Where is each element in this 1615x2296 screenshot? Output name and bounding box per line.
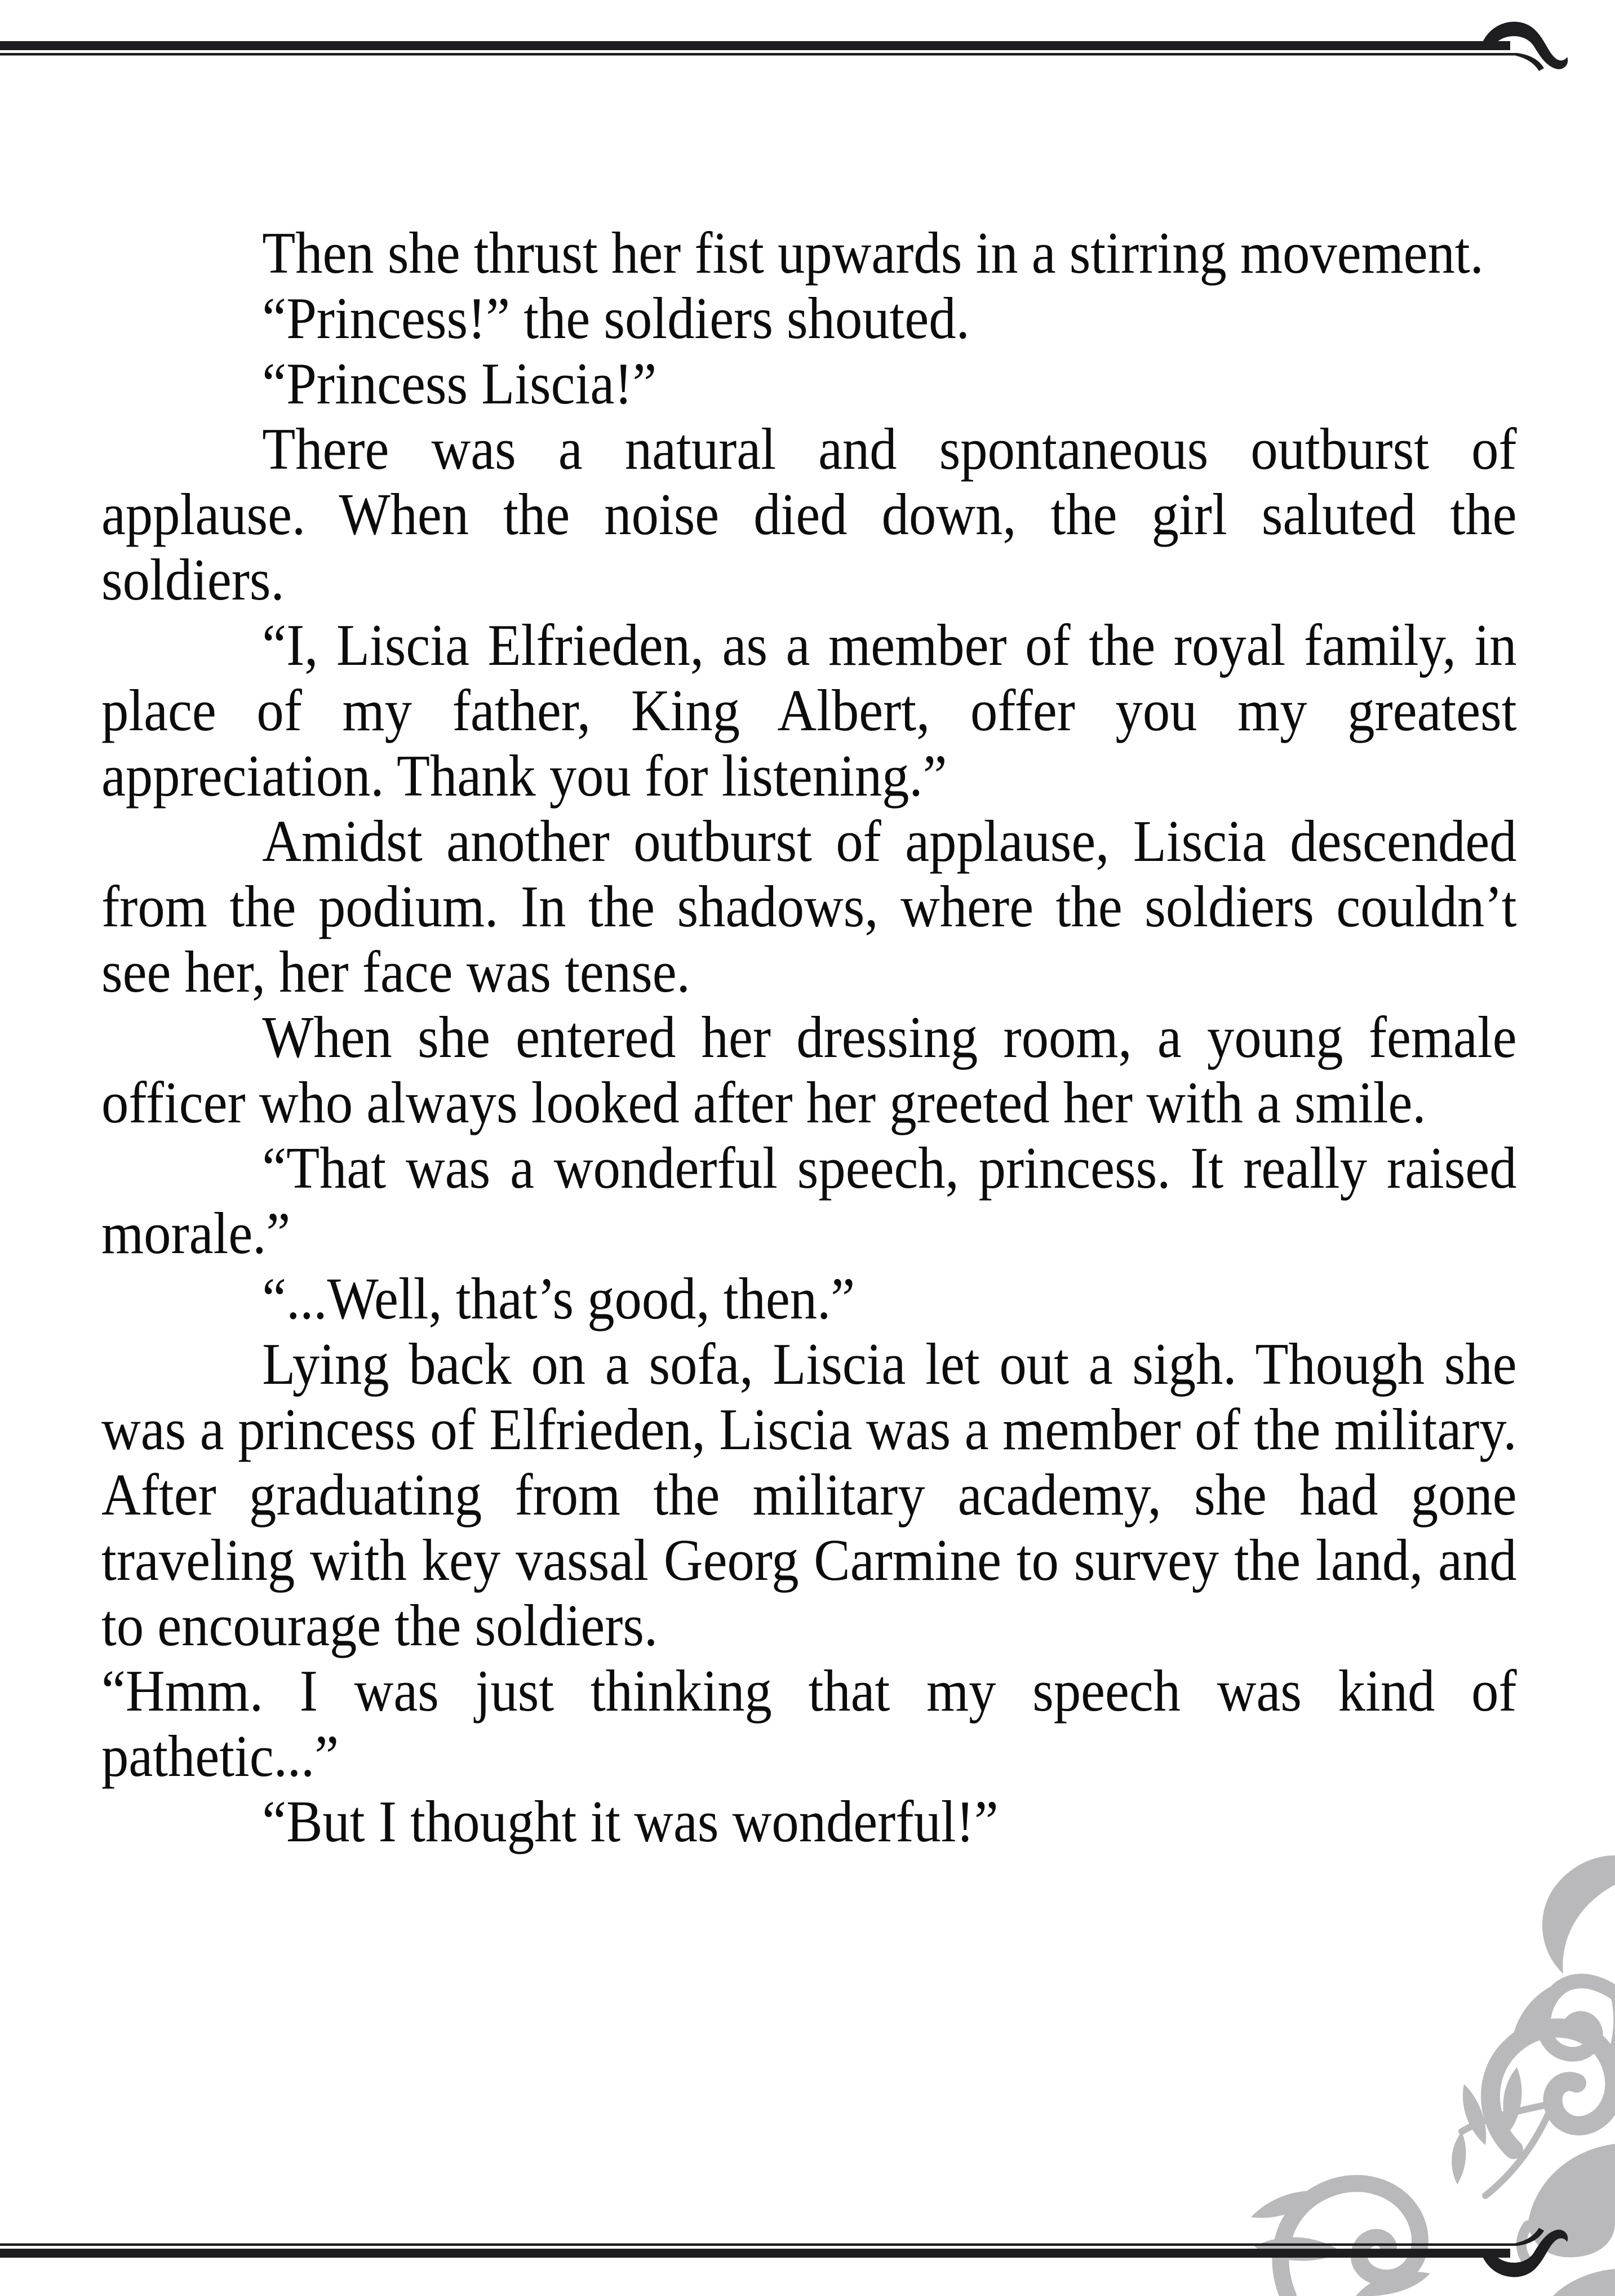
top-border-thick-rule (0, 41, 1510, 50)
paragraph: “That was a wonderful speech, princess. It really raised morale.” (101, 1135, 1517, 1266)
top-border-hook-icon (1516, 53, 1544, 71)
paragraph: “...Well, that’s good, then.” (262, 1265, 855, 1331)
bottom-border (0, 2178, 1615, 2290)
paragraph: Amidst another outburst of applause, Liscia descended from the podium. In the shadows, where the soldiers couldn’t see her, her face was tense. (101, 808, 1517, 1005)
corner-floral-ornament-icon (1221, 1851, 1615, 2296)
paragraph: Lying back on a sofa, Liscia let out a sigh. Though she was a princess of Elfrieden, Liscia was a member of the military. After graduating from the military academy, she had gone traveling with key vassal Georg Carmine to survey the land, and to encourage the soldiers. (101, 1331, 1517, 1658)
top-border-swash-icon (1482, 22, 1568, 69)
bottom-border-swash-icon (1482, 2230, 1568, 2277)
bottom-border-thick-rule (0, 2249, 1510, 2258)
paragraph: When she entered her dressing room, a young female officer who always looked after her greeted her with a smile. (101, 1004, 1517, 1135)
paragraph: “But I thought it was wonderful!” (262, 1788, 999, 1854)
bottom-border-hook-icon (1516, 2228, 1544, 2246)
paragraph: Then she thrust her fist upwards in a stirring movement. (262, 220, 1484, 286)
paragraph: “Hmm. I was just thinking that my speech was kind of pathetic...” (101, 1658, 1517, 1789)
paragraph: “I, Liscia Elfrieden, as a member of the royal family, in place of my father, King Albert, offer you my greatest appreciation. Thank you for listening.” (101, 612, 1517, 809)
paragraph: There was a natural and spontaneous outburst of applause. When the noise died down, the girl saluted the soldiers. (101, 416, 1517, 612)
page-text (101, 220, 1517, 1854)
bottom-border-thin-rule (0, 2244, 1517, 2246)
paragraph: “Princess!” the soldiers shouted. (262, 285, 970, 351)
top-border (0, 8, 1615, 121)
top-border-thin-rule (0, 53, 1517, 56)
paragraph: “Princess Liscia!” (262, 350, 657, 416)
